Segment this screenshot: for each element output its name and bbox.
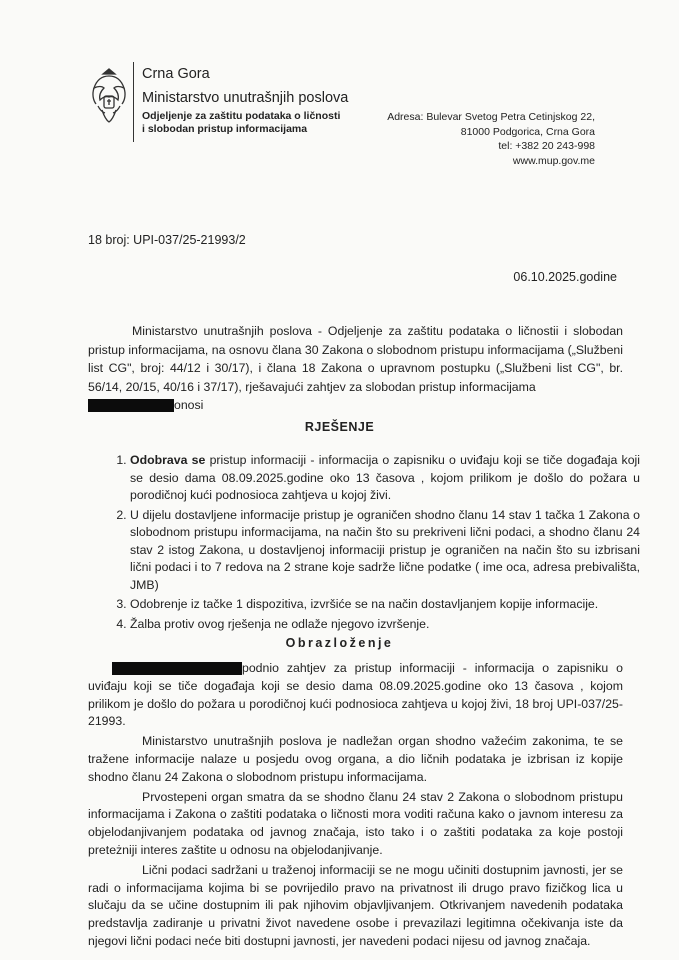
reasoning-paragraph: Ministarstvo unutrašnjih poslova je nadležan organ shodno važećim zakonima, te se tražene informacije nalaze u posjedu ovog organa, a dio ličnih podataka je izbrisan iz kopije shodno članu 24 Zakona o slobodnom pristupu informacijama. [88, 734, 623, 784]
intro-paragraph [88, 322, 623, 415]
redaction-block [88, 399, 174, 412]
reasoning-text: podnio zahtjev za pristup informaciji - informacija o zapisniku o uviđaju koji se tiče događaja koji se desio dama 08.09.2025.godine oko 13 časova , kojom prilikom je došlo do požara u porodičnoj kući podnosioca zahtjeva u kojoj živi, 18 broj UPI-037/25-21993. [88, 661, 623, 729]
intro-text: Ministarstvo unutrašnjih poslova - Odjeljenje za zaštitu podataka o ličnostii i slobodan pristup informacijama, na osnovu člana 30 Zakona o slobodnom pristupu informacijama („Službeni list CG", broj: 44/12 i 30/17), i člana 18 Zakona o upravnom postupku („Službeni list CG", br. 56/14, 20/15, 40/16 i 37/17), rješavajući zahtjev za slobodan pristup informacijama [88, 324, 623, 394]
decision-item [130, 507, 640, 595]
department-line-1: Odjeljenje za zaštitu podataka o ličnosti [142, 110, 341, 122]
decision-item-text: Žalba protiv ovog rješenja ne odlaže njegovo izvršenje. [130, 616, 430, 631]
department-line-2: i slobodan pristup informacijama [142, 123, 308, 135]
address-line-1: Adresa: Bulevar Svetog Petra Cetinjskog 22, [387, 111, 595, 123]
reasoning-paragraph [88, 660, 623, 731]
address-line-2: 81000 Podgorica, Crna Gora [460, 125, 595, 138]
decision-item-bold: Odobrava se [130, 453, 206, 467]
decision-item [130, 452, 640, 505]
ministry-name: Ministarstvo unutrašnjih poslova [142, 90, 349, 106]
redaction-block [112, 662, 242, 675]
reasoning-paragraph: Prvostepeni organ smatra da se shodno članu 24 stav 2 Zakona o slobodnom pristupu informacijama i Zakona o zaštiti podataka o ličnosti mora voditi računa kako o javnom interesu za objelodanjivanjem podataka od javnog značaja, isto tako i o zaštiti podataka za koje postoji preteżniji interes zaštite u odnosu na objelodanjivanje. [88, 789, 623, 857]
decision-item-text: U dijelu dostavljene informacije pristup je ograničen shodno članu 14 stav 1 tačka 1 Zakona o slobodnom pristupu informacijama, na način što su prekriveni lični podaci, a shodno članu 24 stav 2 istog Zakona, u dostavljenoj informaciji pristup je ograničen na način što su izbrisani lični podaci i to 7 redova na 2 strane koje sadrže lične podatke ( ime oca, adresa prebivališta, JMB) [130, 507, 640, 592]
reasoning-paragraph: Lični podaci sadržani u traženoj informaciji se ne mogu učiniti dostupnim javnosti, jer se radi o informacijama kojima bi se povrijedilo pravo na privatnost ili drugo pravo fizičkog lica u slučaju da se učine dostupnim ili pak njihovim objavljivanjem. Otkrivanjem navedenih podataka predstavlja zadiranje u privatni život navedene osobe i prevazilazi legitimna očekivanja iste da njegovi lični podaci neće biti dostupni javnosti, jer navedeni podaci nijesu od javnog značaja. [88, 862, 623, 948]
phone: tel: +382 20 243-998 [498, 140, 595, 152]
reasoning-title: Obrazloženje [285, 636, 394, 650]
decision-list [108, 452, 640, 635]
reasoning-body [88, 660, 623, 953]
decision-title: RJEŠENJE [304, 420, 375, 434]
decision-item [130, 616, 640, 634]
decision-item-text: Odobrenje iz tačke 1 dispozitiva, izvršiće se na način dostavljanjem kopije informacije. [130, 597, 599, 611]
decision-item-text: pristup informaciji - informacija o zapisniku o uviđaju koji se tiče događaja koji se desio dama 08.09.2025.godine oko 13 časova , kojom prilikom je došlo do požara u porodičnoj kući podnosioca zahtjeva u kojoj živi. [130, 453, 641, 502]
reference-number: 18 broj: UPI-037/25-21993/2 [88, 233, 246, 247]
intro-ending: onosi [174, 398, 204, 412]
contact-block [387, 110, 595, 168]
document-date: 06.10.2025.godine [513, 270, 617, 284]
coat-of-arms-icon [90, 66, 128, 126]
header-divider [133, 62, 134, 142]
website: www.mup.gov.me [512, 154, 595, 167]
department-name [142, 110, 352, 136]
decision-item [130, 596, 640, 614]
country-name: Crna Gora [142, 66, 210, 82]
